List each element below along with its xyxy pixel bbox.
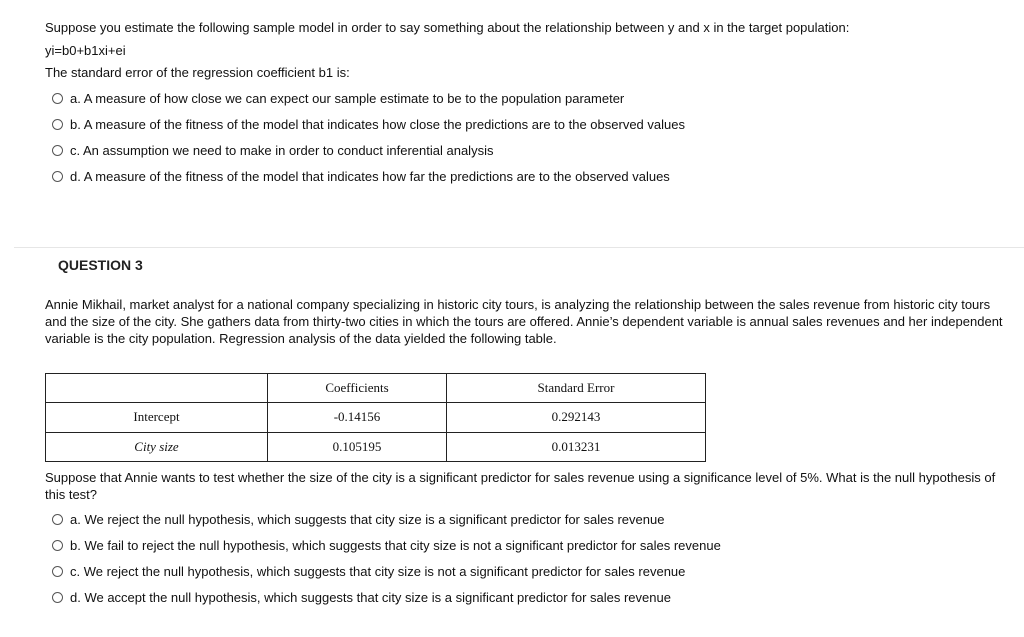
radio-button[interactable] [52, 93, 63, 104]
radio-button[interactable] [52, 171, 63, 182]
table-cell: Intercept [46, 403, 268, 432]
radio-button[interactable] [52, 119, 63, 130]
table-cell: -0.14156 [268, 403, 447, 432]
q2-option-c[interactable] [52, 142, 493, 158]
table-row [46, 403, 706, 432]
q2-option-a[interactable] [52, 90, 624, 106]
radio-button[interactable] [52, 514, 63, 525]
q2-option-b[interactable] [52, 116, 685, 132]
radio-button[interactable] [52, 566, 63, 577]
q2-option-d[interactable] [52, 168, 670, 184]
table-header-cell: Standard Error [447, 374, 706, 403]
regression-table [45, 373, 706, 462]
option-label: d. We accept the null hypothesis, which suggests that city size is a significant predictor for sales revenue [70, 589, 671, 605]
option-label: d. A measure of the fitness of the model that indicates how far the predictions are to the observed values [70, 168, 670, 184]
option-label: c. An assumption we need to make in order to conduct inferential analysis [70, 142, 494, 158]
question-title: QUESTION 3 [58, 257, 143, 273]
radio-button[interactable] [52, 540, 63, 551]
q2-prompt: Suppose you estimate the following sample model in order to say something about the relationship between y and x in the target population: [45, 20, 850, 35]
table-header-row [46, 374, 706, 403]
q3-option-c[interactable] [52, 563, 685, 579]
q2-model: yi=b0+b1xi+ei [45, 43, 126, 58]
table-header-cell [46, 374, 268, 403]
q3-option-b[interactable] [52, 537, 721, 553]
q3-intro: Annie Mikhail, market analyst for a national company specializing in historic city tours, is analyzing the relationship between the sales revenue from historic city tours and the size of the city. She gathers data from thirty-two cities in which the tours are offered. Annie’s dependent variable is annual sales revenues and her independent variable is the city population. Regression analysis of the data yielded the following table. [45, 297, 1003, 346]
section-divider [14, 247, 1024, 248]
radio-button[interactable] [52, 592, 63, 603]
q2-question: The standard error of the regression coefficient b1 is: [45, 65, 350, 80]
q3-option-d[interactable] [52, 589, 671, 605]
table-cell: 0.105195 [268, 432, 447, 461]
option-label: a. A measure of how close we can expect our sample estimate to be to the population parameter [70, 90, 625, 106]
table-cell: 0.013231 [447, 432, 706, 461]
table-header-cell: Coefficients [268, 374, 447, 403]
table-row [46, 432, 706, 461]
option-label: b. A measure of the fitness of the model that indicates how close the predictions are to the observed values [70, 116, 685, 132]
option-label: a. We reject the null hypothesis, which suggests that city size is a significant predictor for sales revenue [70, 511, 665, 527]
q3-option-a[interactable] [52, 511, 664, 527]
radio-button[interactable] [52, 145, 63, 156]
table-cell: 0.292143 [447, 403, 706, 432]
option-label: c. We reject the null hypothesis, which suggests that city size is not a significant predictor for sales revenue [70, 563, 686, 579]
table-cell: City size [46, 432, 268, 461]
q3-question: Suppose that Annie wants to test whether the size of the city is a significant predictor for sales revenue using a significance level of 5%. What is the null hypothesis of this test? [45, 470, 996, 502]
option-label: b. We fail to reject the null hypothesis, which suggests that city size is not a significant predictor for sales revenue [70, 537, 721, 553]
